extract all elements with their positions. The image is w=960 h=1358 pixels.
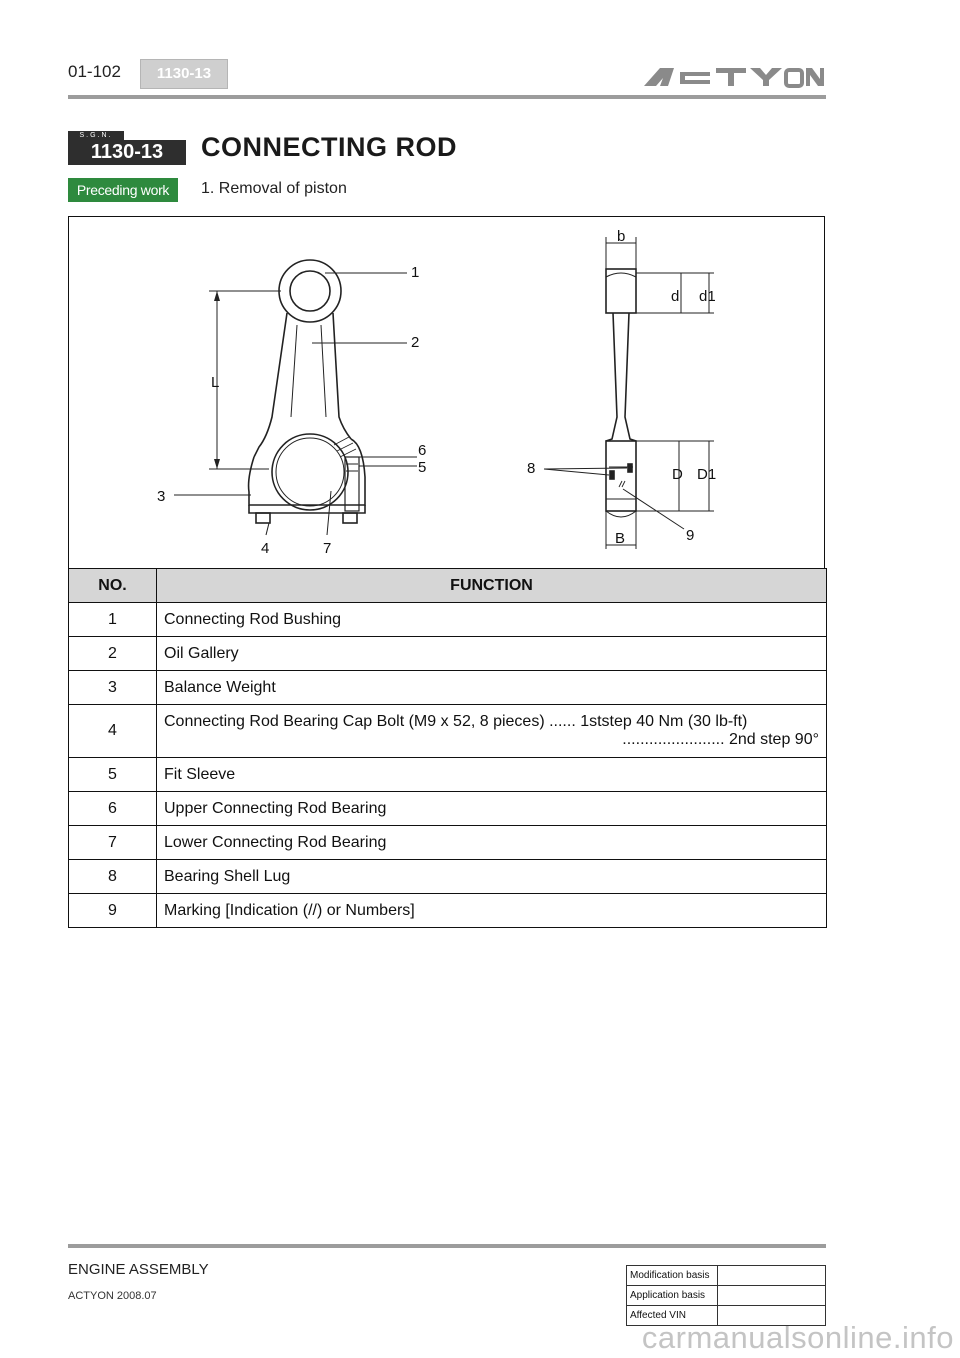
dim-L: L <box>211 374 220 391</box>
mod-value <box>718 1266 826 1286</box>
modification-table <box>626 1265 826 1326</box>
connecting-rod-diagram <box>69 217 826 569</box>
beam-left <box>254 313 287 457</box>
row-no: 2 <box>69 637 157 671</box>
dim-d1: d1 <box>699 288 716 305</box>
table-row <box>69 671 827 705</box>
row-function: Lower Connecting Rod Bearing <box>157 826 827 860</box>
row-no: 7 <box>69 826 157 860</box>
row-function: Marking [Indication (//) or Numbers] <box>157 894 827 928</box>
sgn-block <box>68 131 186 165</box>
row-function-line2: ....................... 2nd step 90° <box>622 731 819 748</box>
dim-D1: D1 <box>697 466 717 483</box>
callout-8: 8 <box>527 460 536 477</box>
preceding-work-text: 1. Removal of piston <box>201 180 347 197</box>
table-row <box>69 758 827 792</box>
table-row <box>69 792 827 826</box>
page-title: CONNECTING ROD <box>201 132 457 162</box>
callout-1: 1 <box>411 264 420 281</box>
bolt-right <box>343 513 357 523</box>
dim-b: b <box>617 228 626 245</box>
table-row <box>69 894 827 928</box>
footer-model: ACTYON 2008.07 <box>68 1290 157 1302</box>
callout-5: 5 <box>418 459 427 476</box>
table-row <box>69 826 827 860</box>
row-function: Balance Weight <box>157 671 827 705</box>
mod-value <box>718 1286 826 1306</box>
dim-B: B <box>615 530 626 547</box>
table-row <box>69 603 827 637</box>
callout-9: 9 <box>686 527 695 544</box>
big-end-bore <box>272 434 348 510</box>
sgn-label: S.G.N. <box>68 131 124 140</box>
callout-7: 7 <box>323 540 332 557</box>
watermark: carmanualsonline.info <box>641 1320 954 1355</box>
actyon-logo <box>640 66 826 88</box>
row-function: Bearing Shell Lug <box>157 860 827 894</box>
row-no: 5 <box>69 758 157 792</box>
small-end-bushing <box>290 271 330 311</box>
mod-label: Modification basis <box>627 1266 718 1286</box>
callout-6: 6 <box>418 442 427 459</box>
row-function: Fit Sleeve <box>157 758 827 792</box>
callout-2: 2 <box>411 334 420 351</box>
mod-label: Affected VIN <box>627 1306 718 1326</box>
page-number: 01-102 <box>68 62 121 81</box>
callout-4: 4 <box>261 540 270 557</box>
row-function: Oil Gallery <box>157 637 827 671</box>
row-function <box>157 705 827 758</box>
table-row <box>69 705 827 758</box>
sgn-code: 1130-13 <box>68 140 186 165</box>
header-no: NO. <box>69 569 157 603</box>
figure-frame <box>68 216 825 568</box>
mod-row <box>627 1286 826 1306</box>
header-function: FUNCTION <box>157 569 827 603</box>
dim-d: d <box>671 288 680 305</box>
small-end-outer <box>279 260 341 322</box>
footer-section: ENGINE ASSEMBLY <box>68 1261 209 1278</box>
bolt-left <box>256 513 270 523</box>
header-rule <box>68 95 826 99</box>
row-no: 1 <box>69 603 157 637</box>
side-small-end <box>606 269 636 313</box>
parts-table <box>68 568 827 928</box>
side-beam-left <box>606 313 617 441</box>
row-no: 6 <box>69 792 157 826</box>
mod-label: Application basis <box>627 1286 718 1306</box>
side-beam-right <box>625 313 636 441</box>
row-no: 9 <box>69 894 157 928</box>
row-function-line1: Connecting Rod Bearing Cap Bolt (M9 x 52, 8 pieces) ...... 1ststep 40 Nm (30 lb-ft) <box>164 713 748 730</box>
table-row <box>69 637 827 671</box>
section-badge: 1130-13 <box>140 59 228 89</box>
footer-rule <box>68 1244 826 1248</box>
table-row <box>69 860 827 894</box>
row-no: 4 <box>69 705 157 758</box>
row-no: 3 <box>69 671 157 705</box>
callout-3: 3 <box>157 488 166 505</box>
dim-D: D <box>672 466 683 483</box>
beam-right <box>333 313 351 439</box>
mod-row <box>627 1266 826 1286</box>
row-function: Connecting Rod Bushing <box>157 603 827 637</box>
preceding-work-badge: Preceding work <box>68 178 178 202</box>
row-function: Upper Connecting Rod Bearing <box>157 792 827 826</box>
row-no: 8 <box>69 860 157 894</box>
table-header-row <box>69 569 827 603</box>
